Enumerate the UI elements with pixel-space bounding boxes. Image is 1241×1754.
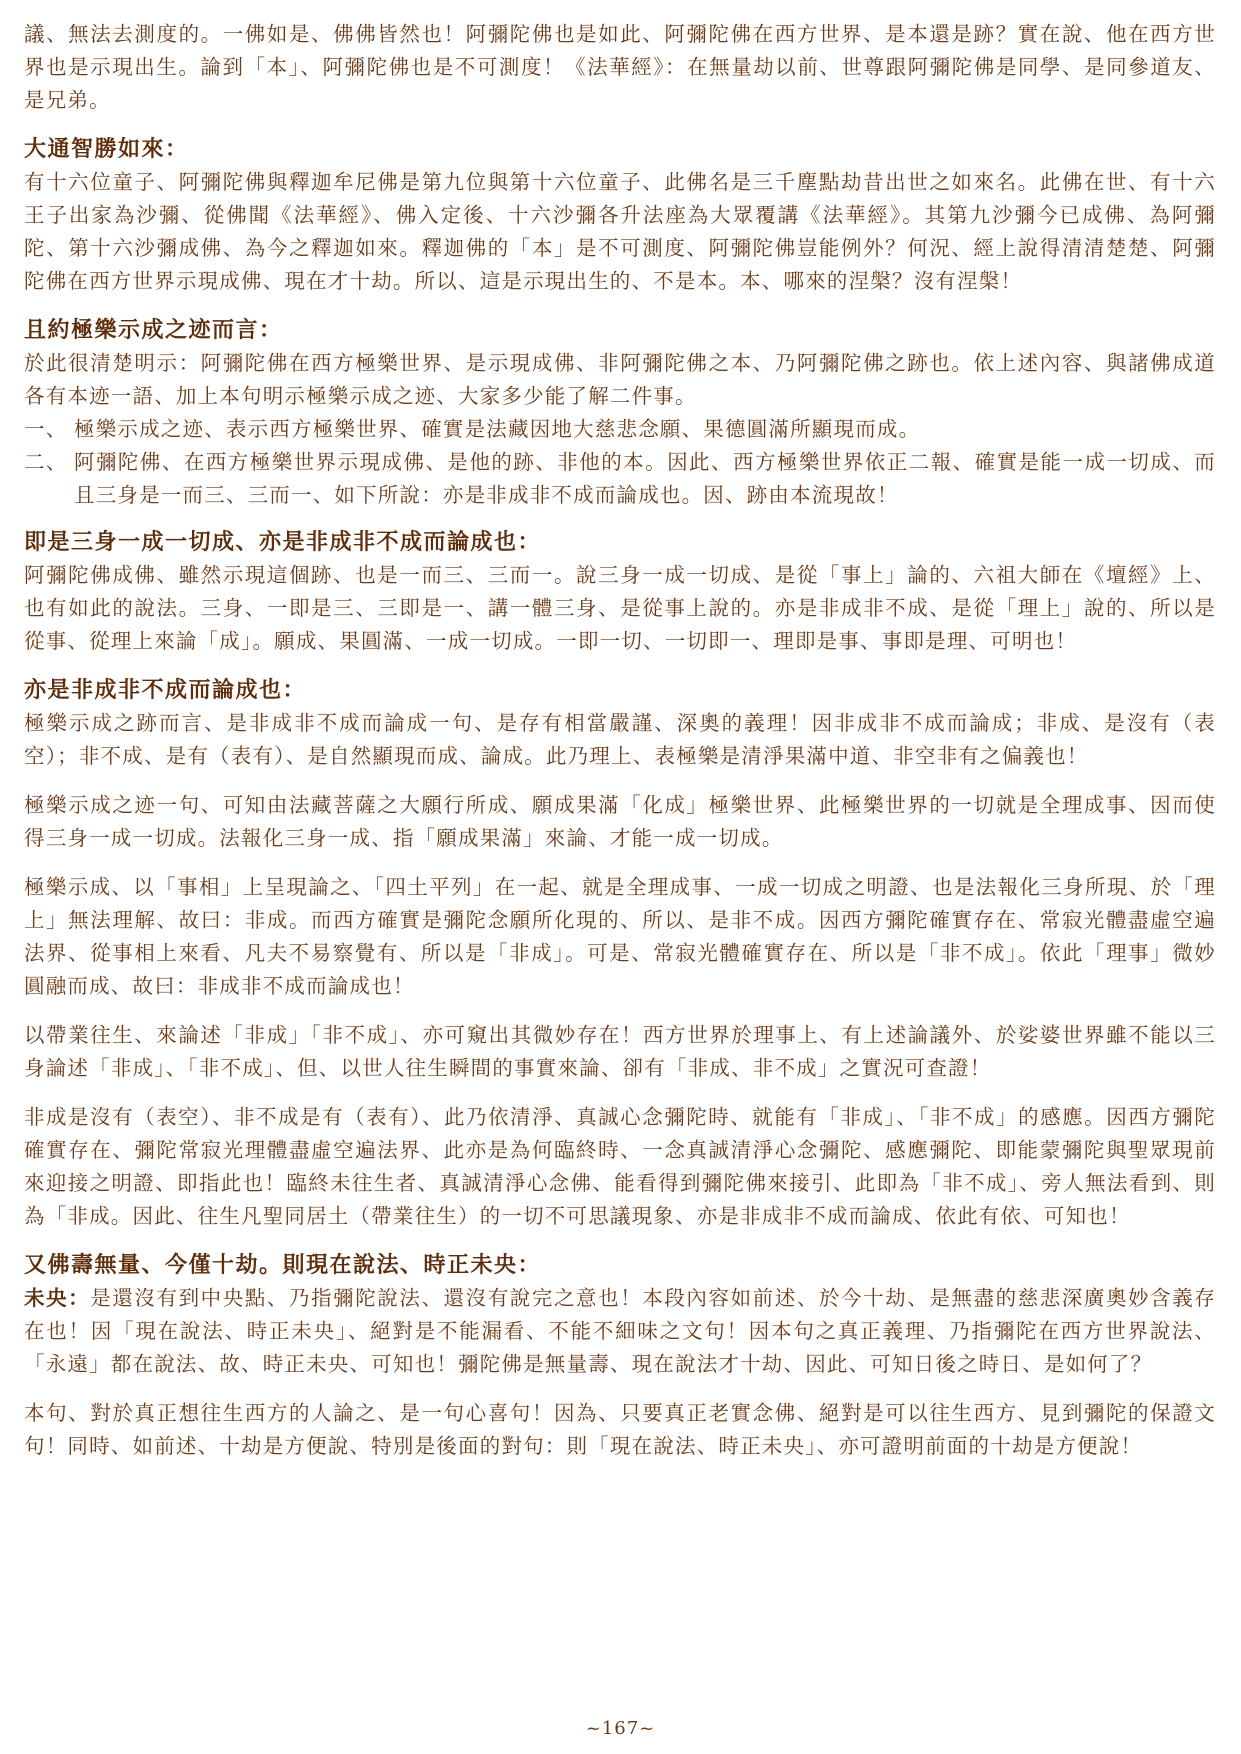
section-heading: 即是三身一成一切成、亦是非成非不成而論成也： — [24, 529, 542, 555]
list-item-number: 二、 — [24, 450, 68, 474]
paragraph — [24, 1282, 1216, 1381]
paragraph: 極樂示成、以「事相」上呈現論之、「四土平列」在一起、就是全理成事、一成一切成之明證、也是法報化三身所現、於「理上」無法理解、故曰：非成。而西方確實是彌陀念願所化現的、所以、是非不成。因西方彌陀確實存在、常寂光體盡虛空遍法界、從事相上來看、凡夫不易察覺有、所以是「非成」。可是、常寂光體確實存在、所以是「非不成」。依此「理事」微妙圓融而成、故曰：非成非不成而論成也！ — [24, 875, 1216, 998]
paragraph: 非成是沒有（表空）、非不成是有（表有）、此乃依清淨、真誠心念彌陀時、就能有「非成」、「非不成」的感應。因西方彌陀確實存在、彌陀常寂光理體盡虛空遍法界、此亦是為何臨終時、一念真誠清淨心念彌陀、感應彌陀、即能蒙彌陀與聖眾現前來迎接之明證、即指此也！臨終未往生者、真誠清淨心念佛、能看得到彌陀佛來接引、此即為「非不成」、旁人無法看到、則為「非成。因此、往生凡聖同居土（帶業往生）的一切不可思議現象、亦是非成非不成而論成、依此有依、可知也！ — [24, 1105, 1216, 1228]
section-heading: 亦是非成非不成而論成也： — [24, 677, 307, 703]
term-definition: 是還沒有到中央點、乃指彌陀說法、還沒有說完之意也！本段內容如前述、於今十劫、是無盡的慈悲深廣奧妙含義存在也！因「現在說法、時正未央」、絕對是不能漏看、不能不細味之文句！因本句之真正義理、乃指彌陀在西方世界說法、「永遠」都在說法、故、時正未央、可知也！彌陀佛是無量壽、現在說法才十劫、因此、可知日後之時日、是如何了？ — [24, 1286, 1216, 1376]
paragraph: 於此很清楚明示：阿彌陀佛在西方極樂世界、是示現成佛、非阿彌陀佛之本、乃阿彌陀佛之跡也。依上述內容、與諸佛成道各有本迹一語、加上本句明示極樂示成之迹、大家多少能了解二件事。 — [24, 351, 1216, 408]
paragraph: 本句、對於真正想往生西方的人論之、是一句心喜句！因為、只要真正老實念佛、絕對是可以往生西方、見到彌陀的保證文句！同時、如前述、十劫是方便說、特別是後面的對句：則「現在說法、時正未央」、亦可證明前面的十劫是方便說！ — [24, 1401, 1216, 1458]
list-item — [24, 446, 1216, 512]
section-heading: 大通智勝如來： — [24, 136, 189, 162]
list-item — [24, 413, 1216, 446]
list-item-text: 阿彌陀佛、在西方極樂世界示現成佛、是他的跡、非他的本。因此、西方極樂世界依正二報、確實是能一成一切成、而且三身是一而三、三而一、如下所說：亦是非成非不成而論成也。因、跡由本流現故！ — [74, 450, 1216, 507]
numbered-list — [24, 413, 1216, 512]
section-heading: 且約極樂示成之迹而言： — [24, 317, 283, 343]
paragraph: 以帶業往生、來論述「非成」「非不成」、亦可窺出其微妙存在！西方世界於理事上、有上述論議外、於娑婆世界雖不能以三身論述「非成」、「非不成」、但、以世人往生瞬間的事實來論、卻有「非成、非不成」之實況可查證！ — [24, 1023, 1216, 1080]
document-body — [24, 18, 1216, 1479]
list-item-number: 一、 — [24, 417, 68, 441]
list-item-text: 極樂示成之迹、表示西方極樂世界、確實是法藏因地大慈悲念願、果德圓滿所顯現而成。 — [74, 417, 921, 441]
page-number: ~167~ — [585, 1718, 656, 1739]
paragraph: 議、無法去測度的。一佛如是、佛佛皆然也！阿彌陀佛也是如此、阿彌陀佛在西方世界、是本還是跡？實在說、他在西方世界也是示現出生。論到「本」、阿彌陀佛也是不可測度！《法華經》：在無量劫以前、世尊跟阿彌陀佛是同學、是同參道友、是兄弟。 — [24, 22, 1216, 112]
section-heading: 又佛壽無量、今僅十劫。則現在說法、時正未央： — [24, 1252, 542, 1278]
term-label: 未央： — [24, 1286, 91, 1310]
paragraph: 有十六位童子、阿彌陀佛與釋迦牟尼佛是第九位與第十六位童子、此佛名是三千塵點劫昔出世之如來名。此佛在世、有十六王子出家為沙彌、從佛聞《法華經》、佛入定後、十六沙彌各升法座為大眾覆講《法華經》。其第九沙彌今已成佛、為阿彌陀、第十六沙彌成佛、為今之釋迦如來。釋迦佛的「本」是不可測度、阿彌陀佛豈能例外？何況、經上說得清清楚楚、阿彌陀佛在西方世界示現成佛、現在才十劫。所以、這是示現出生的、不是本。本、哪來的涅槃？沒有涅槃！ — [24, 170, 1216, 293]
paragraph: 極樂示成之跡而言、是非成非不成而論成一句、是存有相當嚴謹、深奧的義理！因非成非不成而論成；非成、是沒有（表空）；非不成、是有（表有）、是自然顯現而成、論成。此乃理上、表極樂是清淨果滿中道、非空非有之偏義也！ — [24, 711, 1216, 768]
paragraph: 阿彌陀佛成佛、雖然示現這個跡、也是一而三、三而一。說三身一成一切成、是從「事上」論的、六祖大師在《壇經》上、也有如此的說法。三身、一即是三、三即是一、講一體三身、是從事上說的。亦是非成非不成、是從「理上」說的、所以是從事、從理上來論「成」。願成、果圓滿、一成一切成。一即一切、一切即一、理即是事、事即是理、可明也！ — [24, 563, 1216, 653]
paragraph: 極樂示成之迹一句、可知由法藏菩薩之大願行所成、願成果滿「化成」極樂世界、此極樂世界的一切就是全理成事、因而使得三身一成一切成。法報化三身一成、指「願成果滿」來論、才能一成一切成。 — [24, 793, 1216, 850]
